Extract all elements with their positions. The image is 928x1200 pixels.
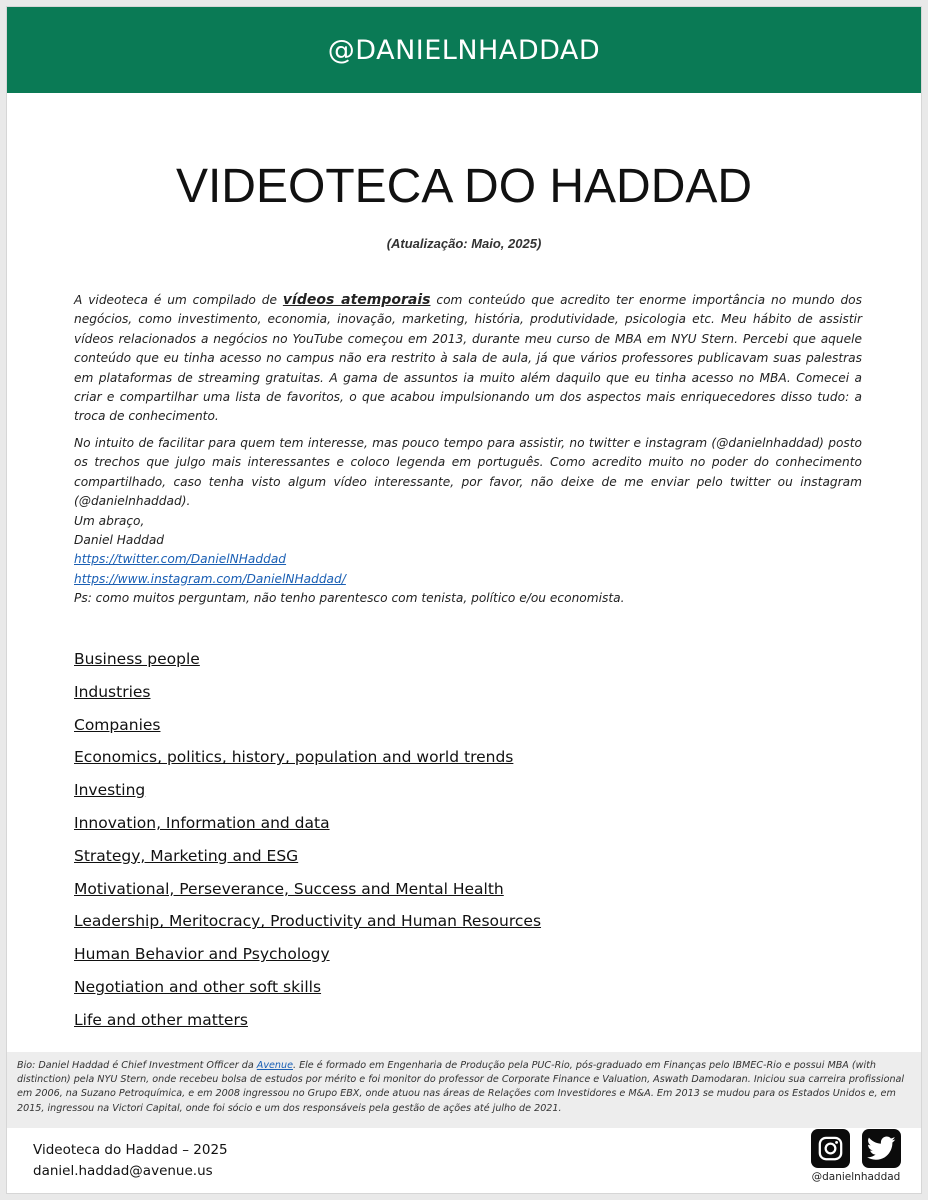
footer-doc-title: Videoteca do Haddad – 2025 xyxy=(33,1142,228,1158)
page-title: VIDEOTECA DO HADDAD xyxy=(175,160,753,213)
category-link-economics[interactable]: Economics, politics, history, population and world trends xyxy=(74,748,514,767)
category-link-investing[interactable]: Investing xyxy=(74,781,146,800)
avenue-link[interactable]: Avenue xyxy=(256,1060,293,1071)
category-link-strategy[interactable]: Strategy, Marketing and ESG xyxy=(74,846,299,865)
list-item xyxy=(74,683,541,716)
category-link-innovation[interactable]: Innovation, Information and data xyxy=(74,813,330,832)
category-link-motivational[interactable]: Motivational, Perseverance, Success and Mental Health xyxy=(74,879,504,898)
category-link-companies[interactable]: Companies xyxy=(74,715,161,734)
list-item xyxy=(74,1011,541,1044)
category-link-business-people[interactable]: Business people xyxy=(74,650,200,668)
category-link-leadership[interactable]: Leadership, Meritocracy, Productivity and Human Resources xyxy=(74,912,542,931)
instagram-icon[interactable] xyxy=(811,1129,850,1168)
twitter-link[interactable]: https://twitter.com/DanielNHaddad xyxy=(74,552,287,567)
intro-second-paragraph: No intuito de facilitar para quem tem interesse, mas pouco tempo para assistir, no twitter e instagram (@danielnhaddad) posto os trechos que julgo mais interessantes e coloco legenda em português. Como acredito muito no poder do conhecimento compartilhado, caso tenha visto algum vídeo interessante, por favor, não deixe de me enviar pelo twitter ou instagram (@danielnhaddad). xyxy=(74,436,862,509)
bio-text-before: Bio: Daniel Haddad é Chief Investment Officer da xyxy=(17,1060,257,1071)
list-item xyxy=(74,880,541,913)
list-item xyxy=(74,814,541,847)
footer-info xyxy=(33,1140,228,1182)
bio-box xyxy=(7,1052,921,1128)
category-link-human-behavior[interactable]: Human Behavior and Psychology xyxy=(74,945,330,964)
greeting: Um abraço, xyxy=(74,513,145,528)
bio-text-after: . Ele é formado em Engenharia de Produção pela PUC-Rio, pós-graduado em Finanças pelo IBMEC-Rio e possui MBA (with distinction) pela NYU Stern, onde recebeu bolsa de estudos por mérito e foi monitor do professor de Corporate Finance e Valuation, Aswath Damodaran. Iniciou sua carreira profissional em 2006, na Suzano Petroquímica, e em 2008 ingressou no Grupo EBX, onde atuou nas áreas de Relações com Investidores e M&A. Em 2013 se mudou para os Estados Unidos e, em 2015, ingressou na Victori Capital, onde foi sócio e um dos responsáveis pela gestão de ações até julho de 2021. xyxy=(17,1060,905,1114)
footer-email: daniel.haddad@avenue.us xyxy=(33,1163,213,1179)
list-item xyxy=(74,978,541,1011)
twitter-icon[interactable] xyxy=(862,1129,901,1168)
category-link-life[interactable]: Life and other matters xyxy=(74,1010,248,1029)
list-item xyxy=(74,781,541,814)
category-link-negotiation[interactable]: Negotiation and other soft skills xyxy=(74,977,322,996)
intro-paragraph xyxy=(74,291,862,427)
intro-emphasis: vídeos atemporais xyxy=(282,292,431,308)
social-block xyxy=(811,1129,901,1183)
instagram-link[interactable]: https://www.instagram.com/DanielNHaddad/ xyxy=(74,571,346,586)
document-page xyxy=(6,6,922,1194)
signature: Daniel Haddad xyxy=(74,533,165,548)
list-item xyxy=(74,912,541,945)
header-handle: @DANIELNHADDAD xyxy=(327,34,601,66)
social-handle: @danielnhaddad xyxy=(811,1171,901,1183)
category-link-industries[interactable]: Industries xyxy=(74,682,151,701)
list-item xyxy=(74,945,541,978)
list-item xyxy=(74,650,541,683)
intro-text-before: A videoteca é um compilado de xyxy=(74,293,283,307)
list-item xyxy=(74,716,541,749)
intro-second-block xyxy=(74,434,862,609)
ps-note: Ps: como muitos perguntam, não tenho parentesco com tenista, político e/ou economista. xyxy=(74,591,625,606)
intro-text-after: com conteúdo que acredito ter enorme importância no mundo dos negócios, como investimento, economia, inovação, marketing, história, produtividade, psicologia etc. Meu hábito de assistir vídeos relacionados a negócios no YouTube começou em 2013, durante meu curso de MBA em NYU Stern. Percebi que aquele conteúdo que eu tinha acesso no campus não era restrito à sala de aula, já que vários professores publicavam suas palestras em plataformas de streaming gratuitas. A gama de assuntos ia muito além daquilo que eu tinha acesso no MBA. Comecei a criar e compartilhar uma lista de favoritos, o que acabou impulsionando um dos aspectos mais enriquecedores disso tudo: a troca de conhecimento. xyxy=(74,293,862,424)
update-date: (Atualização: Maio, 2025) xyxy=(386,236,542,251)
list-item xyxy=(74,748,541,781)
header-band xyxy=(7,7,921,93)
list-item xyxy=(74,847,541,880)
category-list xyxy=(74,650,541,1044)
